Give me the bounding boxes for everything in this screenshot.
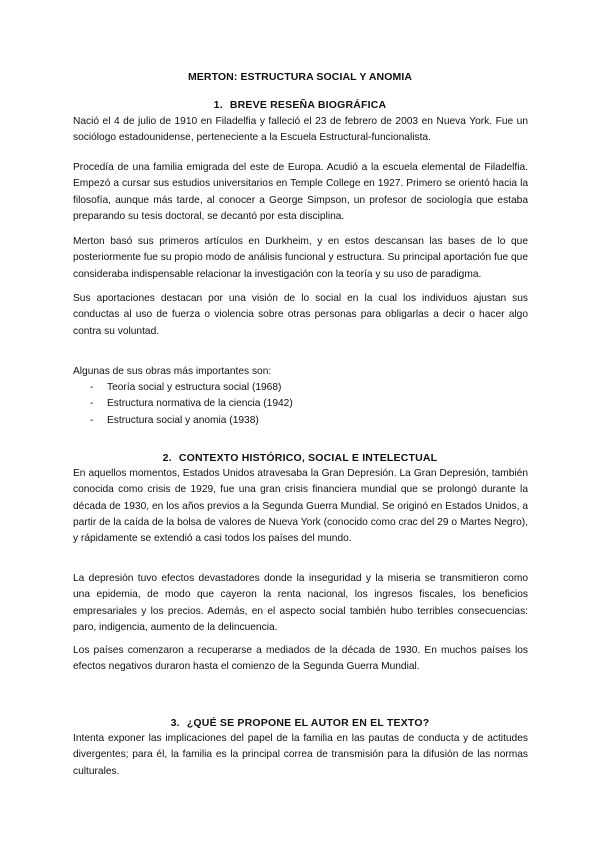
purpose-paragraph: Intenta exponer las implicaciones del papel de la familia en las pautas de conducta y de actitudes divergentes; para él, la familia es la principal correa de transmisión para la difusión de las normas culturales. [73,733,528,777]
section-3-title: ¿QUÉ SE PROPONE EL AUTOR EN EL TEXTO? [186,717,430,729]
list-marker: - [90,414,94,426]
list-item [73,380,528,396]
section-3-heading [0,717,600,729]
biography-paragraph-4: Sus aportaciones destacan por una visión de lo social en la cual los individuos ajustan sus conductas al uso de fuerza o violencia sobre otras personas para obligarlas a decir o hacer algo contra su voluntad. [73,293,528,337]
works-list [73,380,528,429]
list-marker: - [90,398,94,410]
work-title: Teoría social y estructura social (1968) [107,382,282,393]
list-item [73,396,528,412]
section-1-title: BREVE RESEÑA BIOGRÁFICA [229,99,387,111]
list-item [73,413,528,429]
biography-paragraph-1: Nació el 4 de julio de 1910 en Filadelfia y falleció el 23 de febrero de 2003 en Nueva York. Fue un sociólogo estadounidense, perteneciente a la Escuela Estructural-funcionalista. [73,116,528,144]
biography-paragraph-3: Merton basó sus primeros artículos en Durkheim, y en estos descansan las bases de lo que posteriormente fue su propio modo de análisis funcional y estructura. Su principal aportación fue que consideraba indispensable relacionar la investigación con la teoría y su uso de paradigma. [73,236,528,280]
context-paragraph-2: La depresión tuvo efectos devastadores donde la inseguridad y la miseria se transmitieron como una epidemia, de modo que cayeron la renta nacional, los ingresos fiscales, los beneficios empresariales y los precios. Además, en el aspecto social también hubo terribles consecuencias: paro, indigencia, aumento de la delincuencia. [73,573,528,633]
work-title: Estructura social y anomia (1938) [107,414,259,426]
list-marker: - [90,382,94,393]
section-2-number: 2. [162,452,172,464]
section-2-heading [0,452,600,464]
works-intro: Algunas de sus obras más importantes son: [73,366,272,377]
biography-paragraph-2: Procedía de una familia emigrada del este de Europa. Acudió a la escuela elemental de Filadelfia. Empezó a cursar sus estudios universitarios en Temple College en 1927. Primero se orientó hacia la filosofía, aunque más tarde, al conocer a George Simpson, un profesor de sociología que estaba preparando su tesis doctoral, se decantó por esta disciplina. [73,162,528,222]
context-paragraph-1: En aquellos momentos, Estados Unidos atravesaba la Gran Depresión. La Gran Depresión, también conocida como crisis de 1929, fue una gran crisis financiera mundial que se prolongó durante la década de 1930, en los años previos a la Segunda Guerra Mundial. Se originó en Estados Unidos, a partir de la caída de la bolsa de valores de Nueva York (conocido como crac del 29 o Martes Negro), y rápidamente se extendió a casi todos los países del mundo. [73,468,528,545]
section-1-heading [0,99,600,111]
context-paragraph-3: Los países comenzaron a recuperarse a mediados de la década de 1930. En muchos países los efectos negativos duraron hasta el comienzo de la Segunda Guerra Mundial. [73,645,528,673]
section-3-number: 3. [170,717,180,729]
section-1-number: 1. [213,99,223,111]
section-2-title: CONTEXTO HISTÓRICO, SOCIAL E INTELECTUAL [178,452,438,464]
document-title: MERTON: ESTRUCTURA SOCIAL Y ANOMIA [187,71,413,83]
work-title: Estructura normativa de la ciencia (1942) [107,398,293,410]
